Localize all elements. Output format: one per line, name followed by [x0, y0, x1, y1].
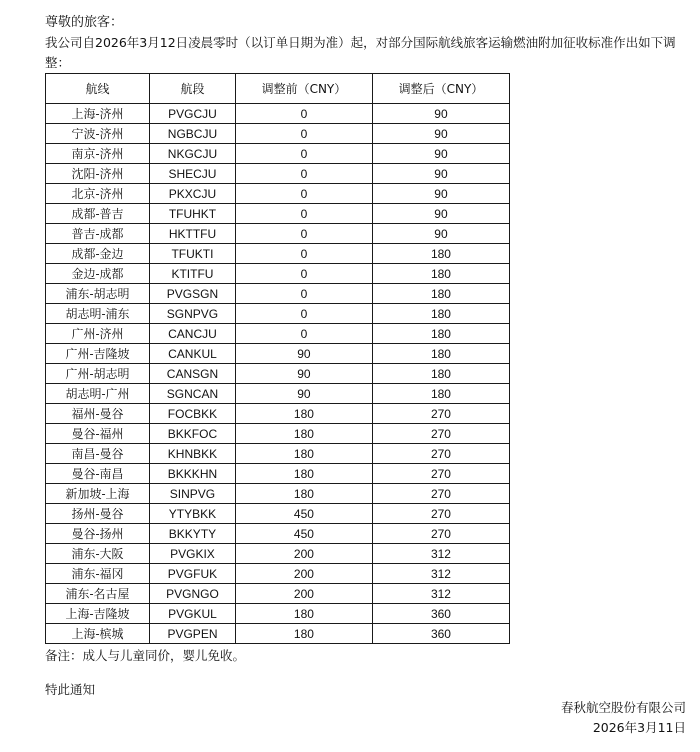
table-row [46, 124, 510, 144]
table-header [46, 74, 510, 104]
issue-date: 2026年3月11日 [592, 720, 686, 735]
fee-before-cell: 90 [235, 364, 372, 384]
fee-after-cell: 90 [372, 124, 509, 144]
header-route: 航线 [46, 74, 150, 104]
fee-after-cell: 90 [372, 184, 509, 204]
segment-code-cell: PKXCJU [150, 184, 236, 204]
segment-code-cell: PVGKIX [150, 544, 236, 564]
segment-code-cell: NGBCJU [150, 124, 236, 144]
table-row [46, 504, 510, 524]
intro-paragraph: 我公司自2026年3月12日凌晨零时（以订单日期为准）起，对部分国际航线旅客运输燃油附加征收标准作出如下调整： [45, 35, 676, 70]
table-row [46, 184, 510, 204]
table-row [46, 244, 510, 264]
fee-after-cell: 180 [372, 264, 509, 284]
header-row [46, 74, 510, 104]
table-row [46, 584, 510, 604]
table-row [46, 464, 510, 484]
fee-after-cell: 180 [372, 244, 509, 264]
table-row [46, 564, 510, 584]
route-cell: 南京-济州 [46, 144, 150, 164]
table-row [46, 404, 510, 424]
segment-code-cell: CANCJU [150, 324, 236, 344]
fee-after-cell: 90 [372, 104, 509, 124]
fee-after-cell: 270 [372, 464, 509, 484]
table-row [46, 484, 510, 504]
segment-code-cell: SHECJU [150, 164, 236, 184]
table-row [46, 384, 510, 404]
fee-after-cell: 270 [372, 444, 509, 464]
table-row [46, 624, 510, 644]
fee-before-cell: 0 [235, 164, 372, 184]
segment-code-cell: BKKFOC [150, 424, 236, 444]
route-cell: 上海-槟城 [46, 624, 150, 644]
notice-text: 特此通知 [45, 682, 96, 697]
table-row [46, 204, 510, 224]
fee-before-cell: 180 [235, 484, 372, 504]
fee-before-cell: 0 [235, 184, 372, 204]
table-row [46, 104, 510, 124]
fuel-surcharge-table [45, 73, 510, 644]
fee-after-cell: 360 [372, 624, 509, 644]
fee-before-cell: 0 [235, 264, 372, 284]
table-row [46, 144, 510, 164]
fee-before-cell: 0 [235, 144, 372, 164]
route-cell: 广州-吉隆坡 [46, 344, 150, 364]
table-row [46, 224, 510, 244]
route-cell: 新加坡-上海 [46, 484, 150, 504]
route-cell: 上海-吉隆坡 [46, 604, 150, 624]
route-cell: 南昌-曼谷 [46, 444, 150, 464]
table-row [46, 544, 510, 564]
table-body [46, 104, 510, 644]
route-cell: 胡志明-浦东 [46, 304, 150, 324]
segment-code-cell: CANSGN [150, 364, 236, 384]
fee-before-cell: 90 [235, 384, 372, 404]
fee-after-cell: 312 [372, 564, 509, 584]
route-cell: 上海-济州 [46, 104, 150, 124]
route-cell: 曼谷-南昌 [46, 464, 150, 484]
fee-after-cell: 90 [372, 144, 509, 164]
segment-code-cell: HKTTFU [150, 224, 236, 244]
fee-after-cell: 180 [372, 324, 509, 344]
remark: 备注：成人与儿童同价，婴儿免收。 [45, 648, 246, 663]
route-cell: 浦东-胡志明 [46, 284, 150, 304]
segment-code-cell: PVGNGO [150, 584, 236, 604]
segment-code-cell: PVGKUL [150, 604, 236, 624]
fee-before-cell: 180 [235, 624, 372, 644]
fee-after-cell: 270 [372, 504, 509, 524]
fee-before-cell: 0 [235, 204, 372, 224]
route-cell: 扬州-曼谷 [46, 504, 150, 524]
segment-code-cell: PVGCJU [150, 104, 236, 124]
segment-code-cell: KTITFU [150, 264, 236, 284]
segment-code-cell: PVGPEN [150, 624, 236, 644]
fee-after-cell: 180 [372, 284, 509, 304]
route-cell: 普吉-成都 [46, 224, 150, 244]
fee-before-cell: 180 [235, 404, 372, 424]
header-segment: 航段 [150, 74, 236, 104]
fee-after-cell: 90 [372, 224, 509, 244]
segment-code-cell: BKKKHN [150, 464, 236, 484]
table-row [46, 444, 510, 464]
segment-code-cell: SGNCAN [150, 384, 236, 404]
segment-code-cell: NKGCJU [150, 144, 236, 164]
header-before: 调整前（CNY） [235, 74, 372, 104]
route-cell: 曼谷-福州 [46, 424, 150, 444]
table-row [46, 524, 510, 544]
header-after: 调整后（CNY） [372, 74, 509, 104]
fee-after-cell: 270 [372, 404, 509, 424]
fee-after-cell: 180 [372, 384, 509, 404]
table-row [46, 324, 510, 344]
fee-before-cell: 0 [235, 224, 372, 244]
fee-before-cell: 90 [235, 344, 372, 364]
route-cell: 广州-胡志明 [46, 364, 150, 384]
route-cell: 浦东-大阪 [46, 544, 150, 564]
segment-code-cell: BKKYTY [150, 524, 236, 544]
route-cell: 曼谷-扬州 [46, 524, 150, 544]
table-row [46, 284, 510, 304]
fee-before-cell: 0 [235, 284, 372, 304]
greeting: 尊敬的旅客： [45, 15, 124, 30]
fee-before-cell: 200 [235, 544, 372, 564]
segment-code-cell: CANKUL [150, 344, 236, 364]
segment-code-cell: TFUHKT [150, 204, 236, 224]
route-cell: 胡志明-广州 [46, 384, 150, 404]
route-cell: 广州-济州 [46, 324, 150, 344]
fee-after-cell: 360 [372, 604, 509, 624]
fee-before-cell: 180 [235, 444, 372, 464]
fee-after-cell: 90 [372, 204, 509, 224]
route-cell: 北京-济州 [46, 184, 150, 204]
fee-after-cell: 312 [372, 544, 509, 564]
fee-after-cell: 270 [372, 484, 509, 504]
route-cell: 浦东-名古屋 [46, 584, 150, 604]
route-cell: 成都-金边 [46, 244, 150, 264]
fee-before-cell: 450 [235, 504, 372, 524]
fee-before-cell: 0 [235, 124, 372, 144]
table-row [46, 604, 510, 624]
fee-after-cell: 312 [372, 584, 509, 604]
segment-code-cell: SGNPVG [150, 304, 236, 324]
segment-code-cell: PVGFUK [150, 564, 236, 584]
company-name: 春秋航空股份有限公司 [560, 700, 686, 715]
fee-before-cell: 180 [235, 464, 372, 484]
segment-code-cell: PVGSGN [150, 284, 236, 304]
fee-after-cell: 90 [372, 164, 509, 184]
fee-after-cell: 180 [372, 344, 509, 364]
fee-after-cell: 270 [372, 424, 509, 444]
fee-before-cell: 450 [235, 524, 372, 544]
table-row [46, 264, 510, 284]
segment-code-cell: FOCBKK [150, 404, 236, 424]
fee-before-cell: 0 [235, 104, 372, 124]
route-cell: 福州-曼谷 [46, 404, 150, 424]
fee-before-cell: 0 [235, 244, 372, 264]
table-row [46, 424, 510, 444]
table-row [46, 344, 510, 364]
fee-before-cell: 200 [235, 564, 372, 584]
segment-code-cell: SINPVG [150, 484, 236, 504]
fee-before-cell: 0 [235, 324, 372, 344]
fee-after-cell: 270 [372, 524, 509, 544]
route-cell: 成都-普吉 [46, 204, 150, 224]
fee-after-cell: 180 [372, 364, 509, 384]
segment-code-cell: YTYBKK [150, 504, 236, 524]
fee-before-cell: 180 [235, 604, 372, 624]
fee-after-cell: 180 [372, 304, 509, 324]
fee-before-cell: 180 [235, 424, 372, 444]
route-cell: 金边-成都 [46, 264, 150, 284]
fee-before-cell: 200 [235, 584, 372, 604]
table-row [46, 304, 510, 324]
route-cell: 沈阳-济州 [46, 164, 150, 184]
route-cell: 宁波-济州 [46, 124, 150, 144]
segment-code-cell: TFUKTI [150, 244, 236, 264]
table-row [46, 364, 510, 384]
segment-code-cell: KHNBKK [150, 444, 236, 464]
route-cell: 浦东-福冈 [46, 564, 150, 584]
fee-before-cell: 0 [235, 304, 372, 324]
table-row [46, 164, 510, 184]
